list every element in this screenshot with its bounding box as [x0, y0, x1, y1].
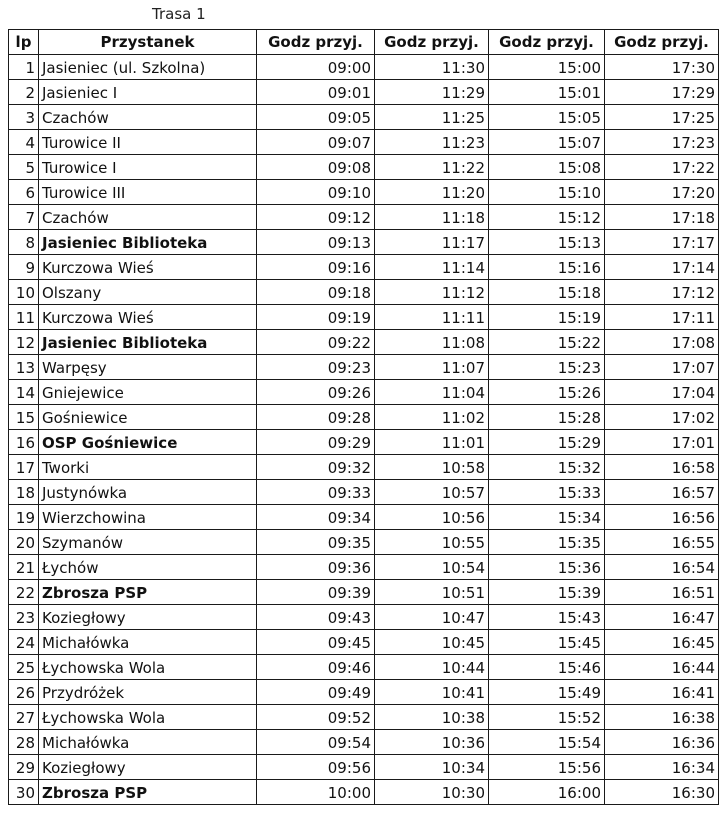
header-stop: Przystanek: [39, 30, 257, 55]
table-row: [9, 355, 719, 380]
stop-number: 4: [9, 130, 39, 155]
arrival-time-3: 15:08: [489, 155, 605, 180]
arrival-time-4: 16:36: [605, 730, 719, 755]
stop-number: 26: [9, 680, 39, 705]
arrival-time-2: 11:11: [375, 305, 489, 330]
arrival-time-4: 16:51: [605, 580, 719, 605]
arrival-time-4: 16:54: [605, 555, 719, 580]
header-arrival-time-3: Godz przyj.: [489, 30, 605, 55]
arrival-time-3: 15:05: [489, 105, 605, 130]
arrival-time-2: 11:22: [375, 155, 489, 180]
stop-number: 22: [9, 580, 39, 605]
stop-number: 6: [9, 180, 39, 205]
stop-name: Czachów: [39, 205, 257, 230]
arrival-time-4: 16:58: [605, 455, 719, 480]
stop-number: 19: [9, 505, 39, 530]
arrival-time-4: 17:11: [605, 305, 719, 330]
arrival-time-2: 11:02: [375, 405, 489, 430]
table-row: [9, 455, 719, 480]
stop-name: Czachów: [39, 105, 257, 130]
arrival-time-3: 15:49: [489, 680, 605, 705]
arrival-time-1: 09:46: [257, 655, 375, 680]
stop-number: 10: [9, 280, 39, 305]
arrival-time-1: 09:05: [257, 105, 375, 130]
arrival-time-1: 09:43: [257, 605, 375, 630]
arrival-time-2: 10:44: [375, 655, 489, 680]
arrival-time-4: 17:01: [605, 430, 719, 455]
stop-number: 5: [9, 155, 39, 180]
header-arrival-time-1: Godz przyj.: [257, 30, 375, 55]
stop-name: Olszany: [39, 280, 257, 305]
table-row: [9, 780, 719, 805]
table-row: [9, 230, 719, 255]
arrival-time-1: 09:32: [257, 455, 375, 480]
arrival-time-3: 15:33: [489, 480, 605, 505]
arrival-time-1: 09:19: [257, 305, 375, 330]
arrival-time-4: 17:14: [605, 255, 719, 280]
arrival-time-1: 09:33: [257, 480, 375, 505]
stop-number: 21: [9, 555, 39, 580]
table-row: [9, 580, 719, 605]
arrival-time-1: 09:35: [257, 530, 375, 555]
arrival-time-4: 17:17: [605, 230, 719, 255]
stop-number: 27: [9, 705, 39, 730]
arrival-time-4: 16:56: [605, 505, 719, 530]
arrival-time-4: 17:12: [605, 280, 719, 305]
table-row: [9, 680, 719, 705]
arrival-time-4: 16:47: [605, 605, 719, 630]
table-row: [9, 330, 719, 355]
stop-number: 14: [9, 380, 39, 405]
arrival-time-2: 10:57: [375, 480, 489, 505]
stop-number: 7: [9, 205, 39, 230]
table-row: [9, 755, 719, 780]
table-row: [9, 555, 719, 580]
stop-name: Justynówka: [39, 480, 257, 505]
arrival-time-4: 16:44: [605, 655, 719, 680]
stop-number: 1: [9, 55, 39, 80]
stop-name: Turowice I: [39, 155, 257, 180]
table-row: [9, 155, 719, 180]
arrival-time-1: 09:39: [257, 580, 375, 605]
stop-number: 18: [9, 480, 39, 505]
arrival-time-4: 17:22: [605, 155, 719, 180]
table-row: [9, 505, 719, 530]
arrival-time-3: 15:34: [489, 505, 605, 530]
arrival-time-3: 15:54: [489, 730, 605, 755]
route-title: Trasa 1: [152, 5, 206, 23]
arrival-time-2: 10:47: [375, 605, 489, 630]
stop-name: Kurczowa Wieś: [39, 305, 257, 330]
arrival-time-2: 10:56: [375, 505, 489, 530]
stop-number: 12: [9, 330, 39, 355]
stop-name: OSP Gośniewice: [39, 430, 257, 455]
arrival-time-1: 09:49: [257, 680, 375, 705]
stop-number: 16: [9, 430, 39, 455]
arrival-time-4: 17:08: [605, 330, 719, 355]
table-row: [9, 255, 719, 280]
arrival-time-1: 09:16: [257, 255, 375, 280]
arrival-time-2: 11:25: [375, 105, 489, 130]
stop-name: Szymanów: [39, 530, 257, 555]
arrival-time-4: 16:30: [605, 780, 719, 805]
stop-name: Michałówka: [39, 630, 257, 655]
arrival-time-3: 15:00: [489, 55, 605, 80]
arrival-time-4: 17:07: [605, 355, 719, 380]
arrival-time-2: 11:08: [375, 330, 489, 355]
stop-name: Turowice II: [39, 130, 257, 155]
stop-name: Przydróżek: [39, 680, 257, 705]
arrival-time-4: 17:20: [605, 180, 719, 205]
table-row: [9, 655, 719, 680]
table-row: [9, 80, 719, 105]
arrival-time-3: 15:45: [489, 630, 605, 655]
arrival-time-4: 16:41: [605, 680, 719, 705]
arrival-time-1: 09:23: [257, 355, 375, 380]
stop-name: Gośniewice: [39, 405, 257, 430]
arrival-time-2: 10:55: [375, 530, 489, 555]
arrival-time-2: 10:51: [375, 580, 489, 605]
arrival-time-3: 15:10: [489, 180, 605, 205]
arrival-time-2: 10:36: [375, 730, 489, 755]
arrival-time-4: 17:02: [605, 405, 719, 430]
arrival-time-3: 15:46: [489, 655, 605, 680]
table-row: [9, 405, 719, 430]
table-row: [9, 430, 719, 455]
arrival-time-3: 15:26: [489, 380, 605, 405]
table-row: [9, 630, 719, 655]
header-row: [9, 30, 719, 55]
arrival-time-2: 10:58: [375, 455, 489, 480]
table-row: [9, 205, 719, 230]
stop-number: 20: [9, 530, 39, 555]
stop-name: Wierzchowina: [39, 505, 257, 530]
stop-number: 25: [9, 655, 39, 680]
arrival-time-3: 15:01: [489, 80, 605, 105]
stop-number: 9: [9, 255, 39, 280]
arrival-time-2: 11:30: [375, 55, 489, 80]
arrival-time-2: 11:01: [375, 430, 489, 455]
stop-number: 15: [9, 405, 39, 430]
arrival-time-4: 16:45: [605, 630, 719, 655]
table-row: [9, 705, 719, 730]
arrival-time-3: 15:52: [489, 705, 605, 730]
arrival-time-4: 16:38: [605, 705, 719, 730]
stop-number: 23: [9, 605, 39, 630]
arrival-time-2: 10:34: [375, 755, 489, 780]
arrival-time-1: 09:26: [257, 380, 375, 405]
arrival-time-3: 15:16: [489, 255, 605, 280]
stop-name: Jasieniec Biblioteka: [39, 230, 257, 255]
stop-name: Łychowska Wola: [39, 655, 257, 680]
arrival-time-1: 09:22: [257, 330, 375, 355]
arrival-time-3: 15:32: [489, 455, 605, 480]
stop-name: Turowice III: [39, 180, 257, 205]
stop-number: 28: [9, 730, 39, 755]
arrival-time-2: 11:04: [375, 380, 489, 405]
arrival-time-1: 09:36: [257, 555, 375, 580]
arrival-time-1: 09:13: [257, 230, 375, 255]
stop-number: 17: [9, 455, 39, 480]
arrival-time-3: 15:18: [489, 280, 605, 305]
arrival-time-2: 11:07: [375, 355, 489, 380]
table-row: [9, 305, 719, 330]
header-arrival-time-2: Godz przyj.: [375, 30, 489, 55]
arrival-time-3: 15:56: [489, 755, 605, 780]
arrival-time-2: 10:41: [375, 680, 489, 705]
table-row: [9, 730, 719, 755]
arrival-time-1: 09:52: [257, 705, 375, 730]
arrival-time-2: 11:23: [375, 130, 489, 155]
stop-number: 13: [9, 355, 39, 380]
arrival-time-1: 09:18: [257, 280, 375, 305]
stop-name: Zbrosza PSP: [39, 580, 257, 605]
table-row: [9, 605, 719, 630]
stop-name: Warpęsy: [39, 355, 257, 380]
stop-number: 3: [9, 105, 39, 130]
arrival-time-1: 09:28: [257, 405, 375, 430]
arrival-time-1: 09:45: [257, 630, 375, 655]
arrival-time-1: 10:00: [257, 780, 375, 805]
arrival-time-2: 10:45: [375, 630, 489, 655]
table-row: [9, 130, 719, 155]
timetable-body: [9, 55, 719, 805]
table-row: [9, 380, 719, 405]
arrival-time-1: 09:07: [257, 130, 375, 155]
stop-name: Jasieniec (ul. Szkolna): [39, 55, 257, 80]
stop-name: Michałówka: [39, 730, 257, 755]
arrival-time-3: 15:23: [489, 355, 605, 380]
arrival-time-1: 09:29: [257, 430, 375, 455]
table-row: [9, 480, 719, 505]
arrival-time-2: 11:14: [375, 255, 489, 280]
timetable: [8, 29, 719, 805]
arrival-time-2: 10:38: [375, 705, 489, 730]
arrival-time-3: 15:43: [489, 605, 605, 630]
table-row: [9, 530, 719, 555]
arrival-time-1: 09:56: [257, 755, 375, 780]
stop-name: Koziegłowy: [39, 755, 257, 780]
arrival-time-4: 16:34: [605, 755, 719, 780]
arrival-time-3: 15:29: [489, 430, 605, 455]
stop-name: Zbrosza PSP: [39, 780, 257, 805]
arrival-time-4: 17:04: [605, 380, 719, 405]
table-row: [9, 280, 719, 305]
arrival-time-2: 10:30: [375, 780, 489, 805]
header-arrival-time-4: Godz przyj.: [605, 30, 719, 55]
arrival-time-2: 11:29: [375, 80, 489, 105]
arrival-time-4: 17:30: [605, 55, 719, 80]
arrival-time-1: 09:00: [257, 55, 375, 80]
arrival-time-3: 15:19: [489, 305, 605, 330]
table-row: [9, 105, 719, 130]
arrival-time-3: 15:35: [489, 530, 605, 555]
stop-number: 8: [9, 230, 39, 255]
arrival-time-3: 15:12: [489, 205, 605, 230]
arrival-time-4: 17:18: [605, 205, 719, 230]
stop-name: Tworki: [39, 455, 257, 480]
arrival-time-4: 16:57: [605, 480, 719, 505]
stop-number: 11: [9, 305, 39, 330]
stop-name: Łychowska Wola: [39, 705, 257, 730]
arrival-time-3: 15:28: [489, 405, 605, 430]
stop-name: Kurczowa Wieś: [39, 255, 257, 280]
arrival-time-2: 11:17: [375, 230, 489, 255]
stop-name: Jasieniec Biblioteka: [39, 330, 257, 355]
arrival-time-4: 17:29: [605, 80, 719, 105]
arrival-time-1: 09:10: [257, 180, 375, 205]
stop-number: 29: [9, 755, 39, 780]
stop-number: 24: [9, 630, 39, 655]
arrival-time-1: 09:08: [257, 155, 375, 180]
arrival-time-3: 15:13: [489, 230, 605, 255]
arrival-time-3: 15:07: [489, 130, 605, 155]
table-row: [9, 55, 719, 80]
header-lp: lp: [9, 30, 39, 55]
arrival-time-4: 16:55: [605, 530, 719, 555]
arrival-time-3: 15:36: [489, 555, 605, 580]
stop-name: Jasieniec I: [39, 80, 257, 105]
arrival-time-1: 09:34: [257, 505, 375, 530]
stop-name: Gniejewice: [39, 380, 257, 405]
arrival-time-1: 09:54: [257, 730, 375, 755]
arrival-time-2: 11:20: [375, 180, 489, 205]
arrival-time-2: 10:54: [375, 555, 489, 580]
arrival-time-1: 09:12: [257, 205, 375, 230]
arrival-time-3: 15:39: [489, 580, 605, 605]
arrival-time-3: 16:00: [489, 780, 605, 805]
stop-number: 30: [9, 780, 39, 805]
stop-name: Łychów: [39, 555, 257, 580]
arrival-time-2: 11:18: [375, 205, 489, 230]
stop-number: 2: [9, 80, 39, 105]
arrival-time-1: 09:01: [257, 80, 375, 105]
stop-name: Koziegłowy: [39, 605, 257, 630]
arrival-time-4: 17:25: [605, 105, 719, 130]
table-row: [9, 180, 719, 205]
arrival-time-2: 11:12: [375, 280, 489, 305]
arrival-time-4: 17:23: [605, 130, 719, 155]
arrival-time-3: 15:22: [489, 330, 605, 355]
